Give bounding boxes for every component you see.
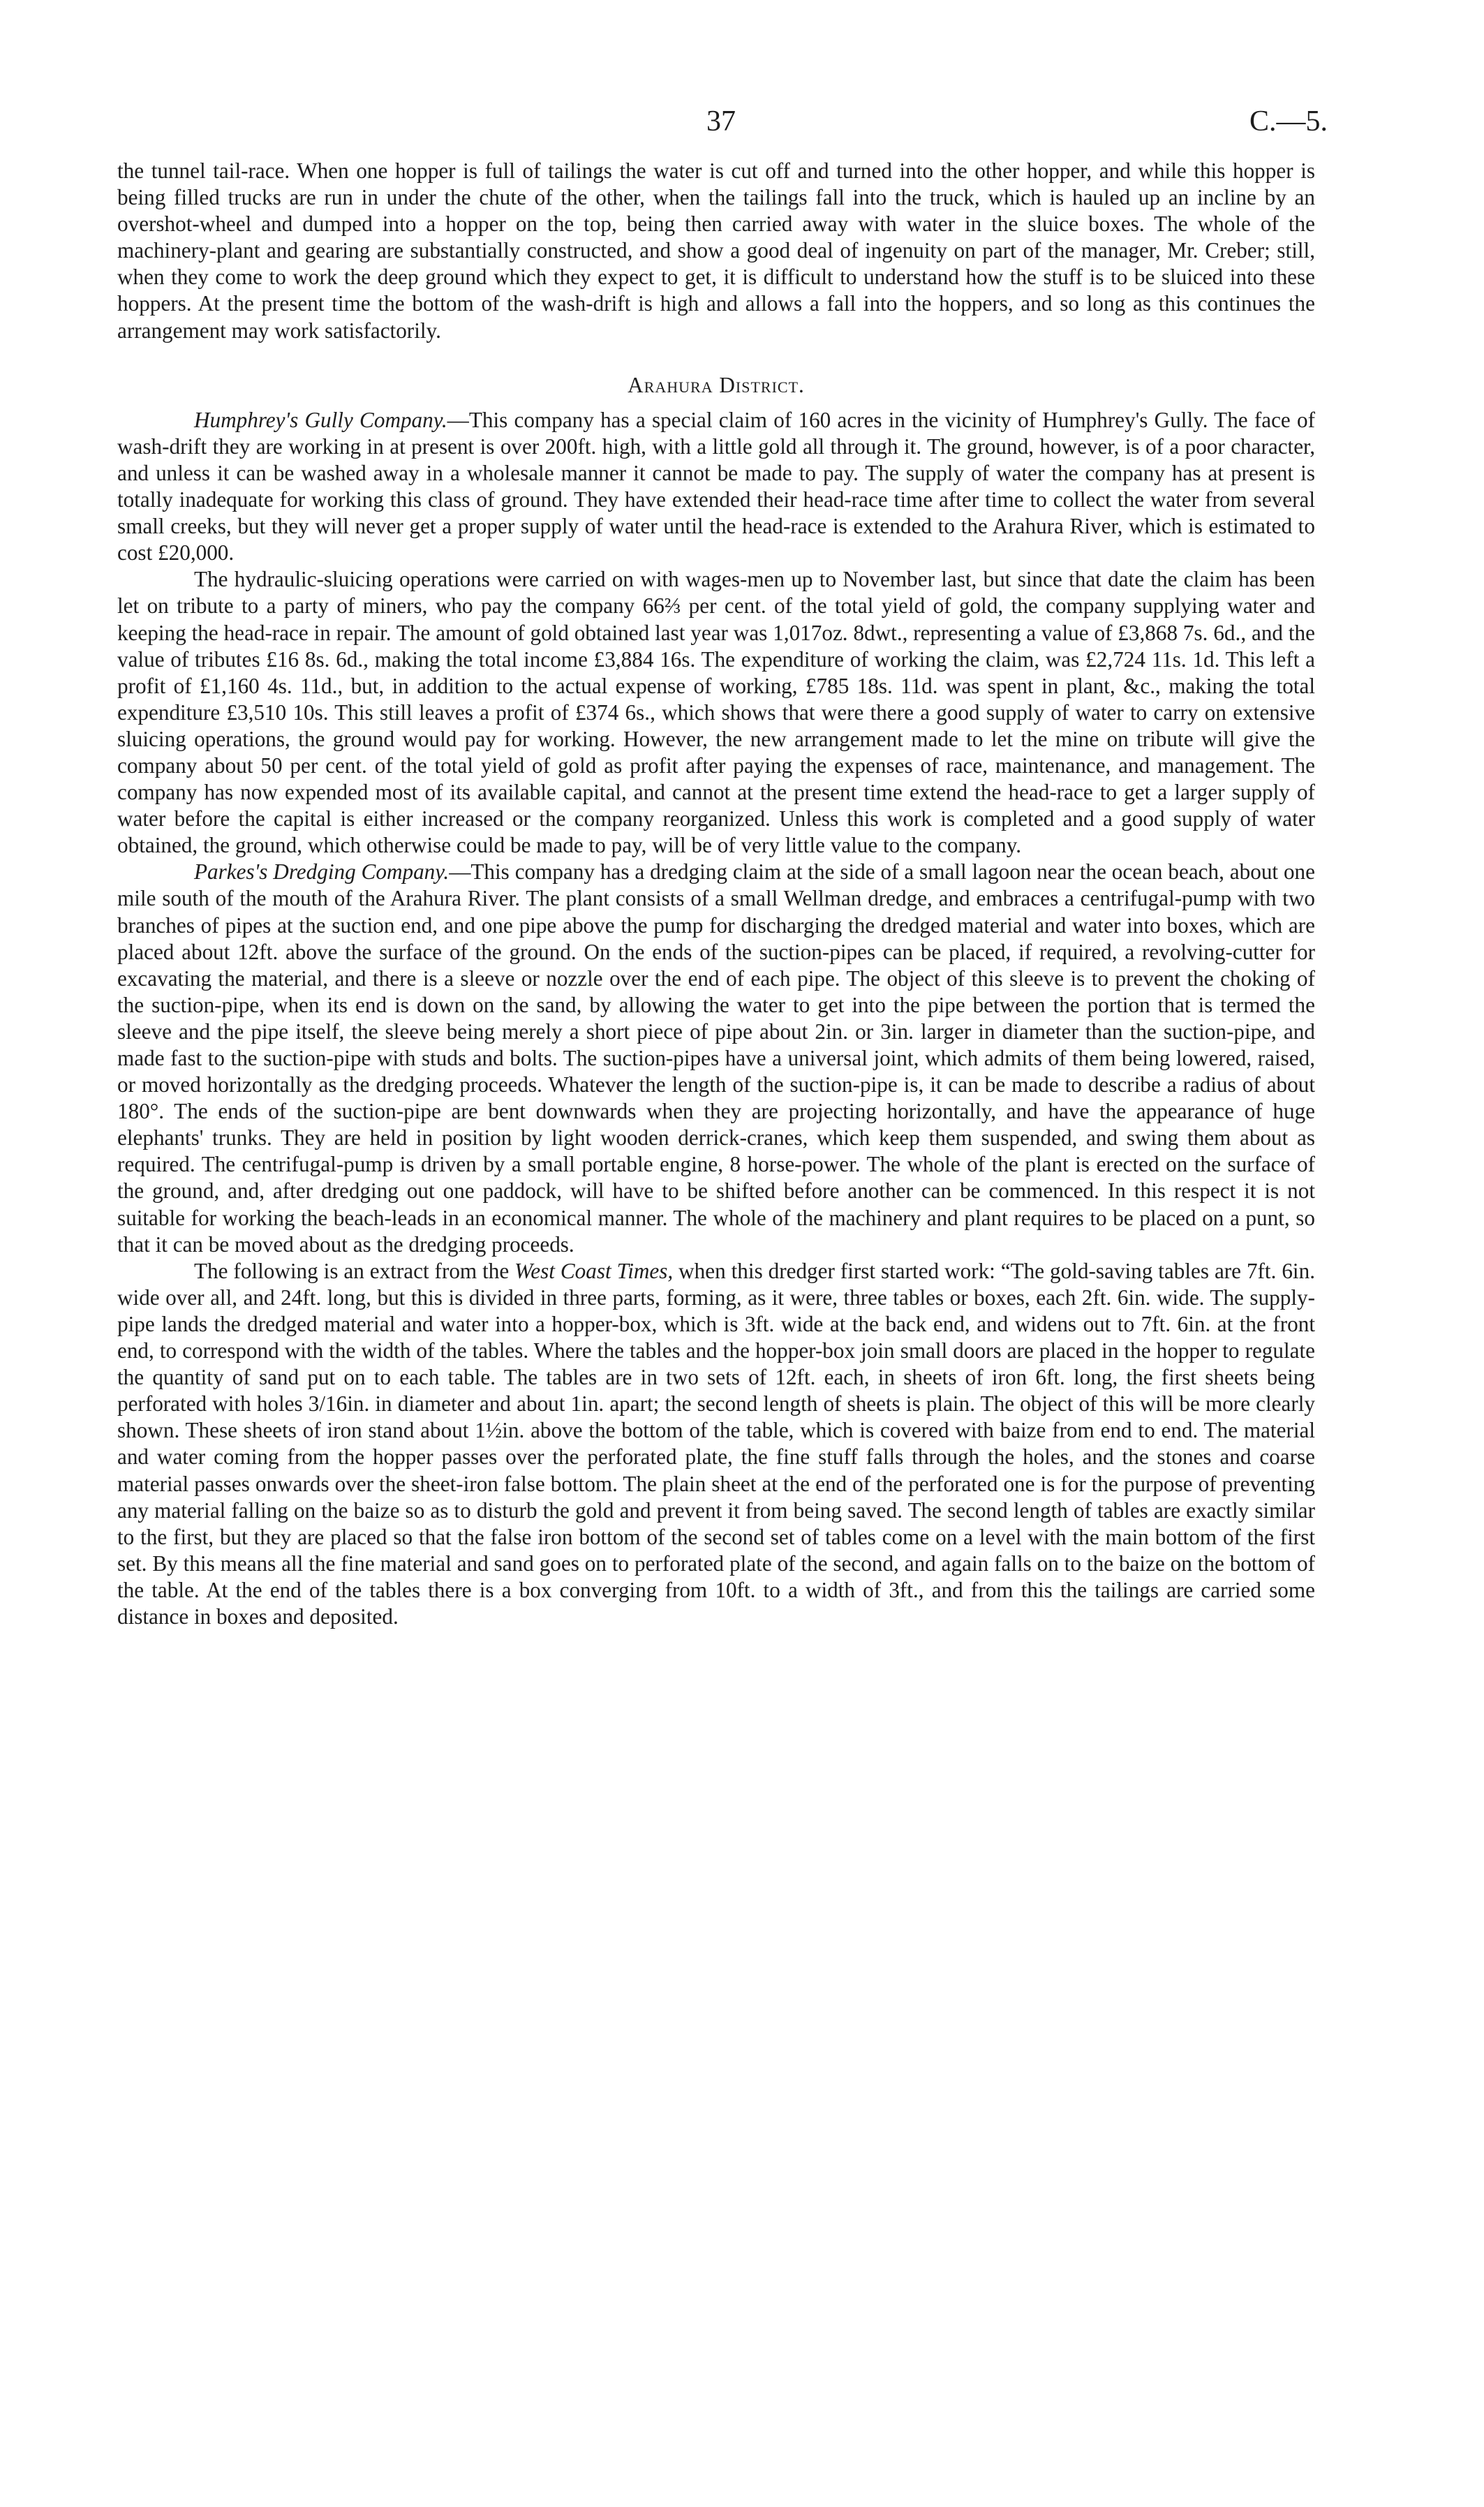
humphreys-heading: Humphrey's Gully Company. bbox=[194, 407, 447, 432]
parkes-para2-lead: The following is an extract from the bbox=[194, 1258, 515, 1283]
parkes-paragraph-1 bbox=[117, 859, 1315, 1257]
humphreys-para1-text: —This company has a special claim of 160 acres in the vicinity of Humphrey's Gully. The face of wash-drift they are working in at present is over 200ft. high, with a little gold all through it. The ground, however, is of a poor character, and unless it can be washed away in a wholesale manner it cannot be made to pay. The supply of water the company has at present is totally inadequate for working this class of ground. They have extended their head-race time after time to collect the water from several small creeks, but they will never get a proper supply of water until the head-race is extended to the Arahura River, which is estimated to cost £20,000. bbox=[117, 407, 1315, 565]
report-reference: C.—5. bbox=[1249, 105, 1328, 138]
document-page bbox=[117, 105, 1328, 2450]
section-title: Arahura District. bbox=[628, 372, 805, 397]
parkes-para2-rest: when this dredger first started work: “The gold-saving tables are 7ft. 6in. wide over all, and 24ft. long, but this is divided in three parts, forming, as it were, three tables or boxes, each 2ft. 6in. wide. The supply-pipe lands the dredged material and water into a hopper-box, which is 3ft. wide at the back end, and widens out to 7ft. 6in. at the front end, to correspond with the width of the tables. Where the tables and the hopper-box join small doors are placed in the hopper to regulate the quantity of sand put on to each table. The tables are in two sets of 12ft. each, in sheets of iron 6ft. long, the first sheets being perforated with holes 3/16in. in diameter and about 1in. apart; the second length of sheets is plain. The object of this will be more clearly shown. These sheets of iron stand about 1½in. above the bottom of the table, which is covered with baize from end to end. The material and water coming from the hopper passes over the perforated plate, the fine stuff falls through the holes, and the stones and coarse material passes onwards over the sheet-iron false bottom. The plain sheet at the end of the perforated one is for the purpose of preventing any material falling on the baize so as to disturb the gold and prevent it from being saved. The second length of tables are exactly similar to the first, but they are placed so that the false iron bottom of the second set of tables come on a level with the main bottom of the first set. By this means all the fine material and sand goes on to perforated plate of the second, and again falls on to the baize on the bottom of the table. At the end of the tables there is a box converging from 10ft. to a width of 3ft., and from this the tailings are carried some distance in boxes and deposited. bbox=[117, 1258, 1315, 1629]
page-header bbox=[117, 105, 1328, 158]
body-text bbox=[117, 158, 1315, 1630]
intro-paragraph: the tunnel tail-race. When one hopper is full of tailings the water is cut off and turned into the other hopper, and while this hopper is being filled trucks are run in under the chute of the other, when the tailings fall into the truck, which is hauled up an incline by an overshot-wheel and dumped into a hopper on the top, being then carried away with water in the sluice boxes. The whole of the machinery-plant and gearing are substantially constructed, and show a good deal of ingenuity on part of the manager, Mr. Creber; still, when they come to work the deep ground which they expect to get, it is difficult to understand how the stuff is to be sluiced into these hoppers. At the present time the bottom of the wash-drift is high and allows a fall into the hoppers, and so long as this continues the arrangement may work satisfactorily. bbox=[117, 158, 1315, 343]
parkes-para1-text: —This company has a dredging claim at the side of a small lagoon near the ocean beach, about one mile south of the mouth of the Arahura River. The plant consists of a small Wellman dredge, and embraces a centrifugal-pump with two branches of pipes at the suction end, and one pipe above the pump for discharging the dredged material and water into boxes, which are placed about 12ft. above the surface of the ground. On the ends of the suction-pipes can be placed, if required, a revolving-cutter for excavating the material, and there is a sleeve or nozzle over the end of each pipe. The object of this sleeve is to prevent the choking of the suction-pipe, when its end is down on the sand, by allowing the water to get into the pipe between the portion that is termed the sleeve and the pipe itself, the sleeve being merely a short piece of pipe about 2in. or 3in. larger in diameter than the suction-pipe, and made fast to the suction-pipe with studs and bolts. The suction-pipes have a universal joint, which admits of them being lowered, raised, or moved horizontally as the dredging proceeds. Whatever the length of the suction-pipe is, it can be made to describe a radius of about 180°. The ends of the suction-pipe are bent downwards when they are projecting horizontally, and have the appearance of huge elephants' trunks. They are held in position by light wooden derrick-cranes, which keep them suspended, and swing them about as required. The centrifugal-pump is driven by a small portable engine, 8 horse-power. The whole of the plant is erected on the surface of the ground, and, after dredging out one paddock, will have to be shifted before another can be commenced. In this respect it is not suitable for working the beach-leads in an economical manner. The whole of the machinery and plant requires to be placed on a punt, so that it can be moved about as the dredging proceeds. bbox=[117, 859, 1315, 1257]
humphreys-paragraph-2: The hydraulic-sluicing operations were carried on with wages-men up to November last, but since that date the claim has been let on tribute to a party of miners, who pay the company 66⅔ per cent. of the total yield of gold, the company supplying water and keeping the head-race in repair. The amount of gold obtained last year was 1,017oz. 8dwt., representing a value of £3,868 7s. 6d., and the value of tributes £16 8s. 6d., making the total income £3,884 16s. The expenditure of working the claim, was £2,724 11s. 1d. This left a profit of £1,160 4s. 11d., but, in addition to the actual expense of working, £785 18s. 11d. was spent in plant, &c., making the total expenditure £3,510 10s. This still leaves a profit of £374 6s., which shows that were there a good supply of water to carry on extensive sluicing operations, the ground would pay for working. However, the new arrangement made to let the mine on tribute will give the company about 50 per cent. of the total yield of gold as profit after paying the expenses of race, maintenance, and management. The company has now expended most of its available capital, and cannot at the present time extend the head-race to get a larger supply of water before the capital is either increased or the company reorganized. Unless this work is completed and a good supply of water obtained, the ground, which otherwise could be made to pay, will be of very little value to the company. bbox=[117, 567, 1315, 858]
humphreys-paragraph-1 bbox=[117, 407, 1315, 567]
parkes-heading: Parkes's Dredging Company. bbox=[194, 859, 450, 885]
parkes-paragraph-2 bbox=[117, 1258, 1315, 1630]
newspaper-title: West Coast Times, bbox=[514, 1258, 674, 1283]
page-number: 37 bbox=[706, 105, 736, 138]
